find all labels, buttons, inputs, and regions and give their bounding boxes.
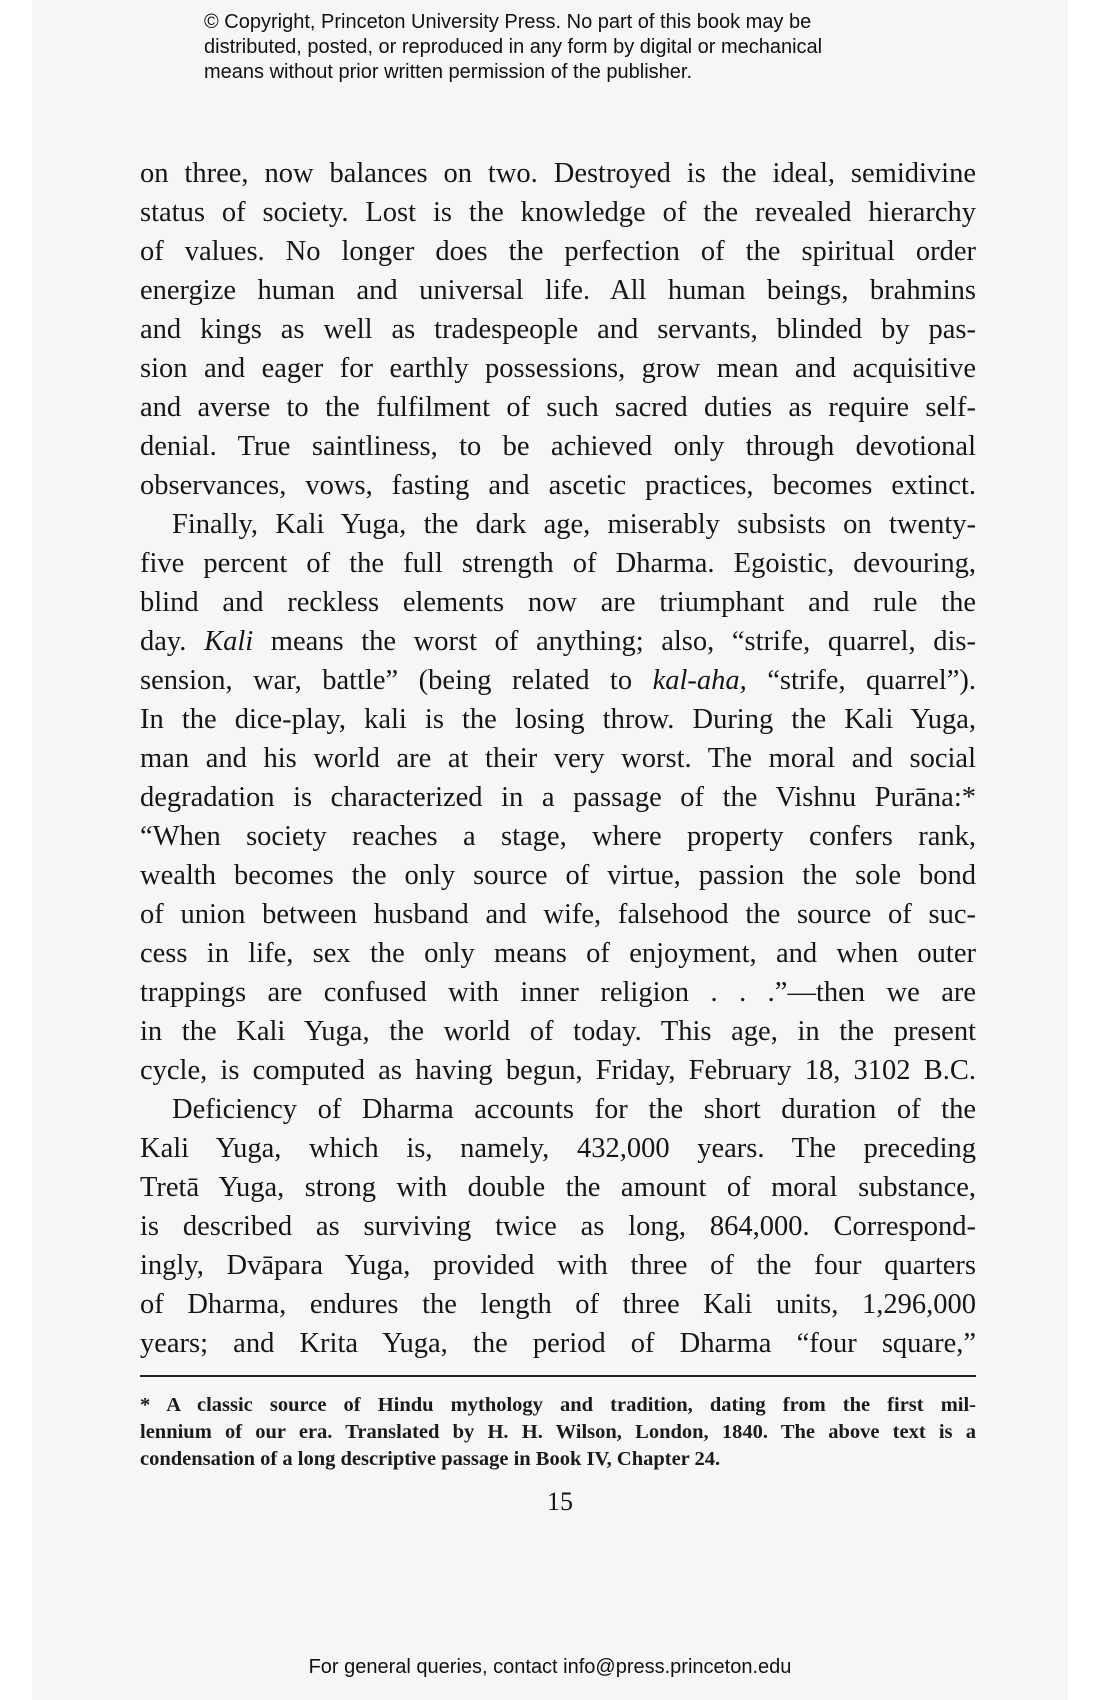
- copyright-notice: [204, 10, 924, 85]
- footnote-line: * A classic source of Hindu mythology and tradition, dating from the first mil-: [140, 1394, 976, 1416]
- text-line: observances, vows, fasting and ascetic practices, becomes extinct.: [140, 470, 976, 501]
- text-line: and averse to the fulfilment of such sacred duties as require self-: [140, 392, 976, 423]
- text-line: Kali Yuga, which is, namely, 432,000 years. The preceding: [140, 1133, 976, 1164]
- text-line: ingly, Dvāpara Yuga, provided with three of the four quarters: [140, 1250, 976, 1281]
- text-line: is described as surviving twice as long, 864,000. Correspond-: [140, 1211, 976, 1242]
- text-line: five percent of the full strength of Dharma. Egoistic, devouring,: [140, 548, 976, 579]
- text-line: cess in life, sex the only means of enjoyment, and when outer: [140, 938, 976, 969]
- text-line: energize human and universal life. All human beings, brahmins: [140, 275, 976, 306]
- text-line: Tretā Yuga, strong with double the amount of moral substance,: [140, 1172, 976, 1203]
- text-line: years; and Krita Yuga, the period of Dharma “four square,”: [140, 1328, 976, 1359]
- text-fragment: means the worst of anything; also, “strife, quarrel, dis-: [270, 626, 977, 657]
- text-line: in the Kali Yuga, the world of today. This age, in the present: [140, 1016, 976, 1047]
- text-line: In the dice-play, kali is the losing throw. During the Kali Yuga,: [140, 704, 976, 735]
- copyright-line: © Copyright, Princeton University Press. No part of this book may be: [204, 11, 812, 33]
- text-line: trappings are confused with inner religion . . .”—then we are: [140, 977, 976, 1008]
- footnote-divider: [140, 1375, 976, 1377]
- text-fragment: day.: [140, 626, 187, 657]
- text-line: [140, 622, 976, 661]
- text-line: sion and eager for earthly possessions, grow mean and acquisitive: [140, 353, 976, 384]
- text-line: degradation is characterized in a passage of the Vishnu Purāna:*: [140, 782, 976, 813]
- text-line: of union between husband and wife, falsehood the source of suc-: [140, 899, 976, 930]
- footnote-line: lennium of our era. Translated by H. H. Wilson, London, 1840. The above text is a: [140, 1421, 976, 1443]
- text-line: “When society reaches a stage, where property confers rank,: [140, 821, 976, 852]
- text-line: on three, now balances on two. Destroyed is the ideal, semidivine: [140, 158, 976, 189]
- contact-footer: For general queries, contact info@press.princeton.edu: [308, 1656, 792, 1678]
- footnote-line: condensation of a long descriptive passage in Book IV, Chapter 24.: [140, 1448, 721, 1470]
- text-line: blind and reckless elements now are triumphant and rule the: [140, 587, 976, 618]
- text-fragment: “strife, quarrel”).: [767, 665, 976, 696]
- text-line: [140, 661, 976, 700]
- text-line: denial. True saintliness, to be achieved only through devotional: [140, 431, 976, 462]
- italic-term: kal-aha,: [652, 665, 747, 696]
- text-line: Deficiency of Dharma accounts for the short duration of the: [172, 1094, 976, 1125]
- text-line: man and his world are at their very worst. The moral and social: [140, 743, 976, 774]
- text-line: Finally, Kali Yuga, the dark age, miserably subsists on twenty-: [172, 509, 976, 540]
- footnote: [140, 1392, 976, 1473]
- text-line: of Dharma, endures the length of three Kali units, 1,296,000: [140, 1289, 976, 1320]
- copyright-line: means without prior written permission of the publisher.: [204, 61, 693, 83]
- italic-term: Kali: [204, 626, 254, 657]
- copyright-line: distributed, posted, or reproduced in any form by digital or mechanical: [204, 36, 823, 58]
- body-text: [140, 154, 976, 1363]
- text-fragment: sension, war, battle” (being related to: [140, 665, 633, 696]
- text-line: of values. No longer does the perfection of the spiritual order: [140, 236, 976, 267]
- text-line: cycle, is computed as having begun, Friday, February 18, 3102 B.C.: [140, 1055, 976, 1086]
- page-number: 15: [547, 1487, 573, 1516]
- text-line: and kings as well as tradespeople and servants, blinded by pas-: [140, 314, 976, 345]
- text-line: wealth becomes the only source of virtue, passion the sole bond: [140, 860, 976, 891]
- text-line: status of society. Lost is the knowledge of the revealed hierarchy: [140, 197, 976, 228]
